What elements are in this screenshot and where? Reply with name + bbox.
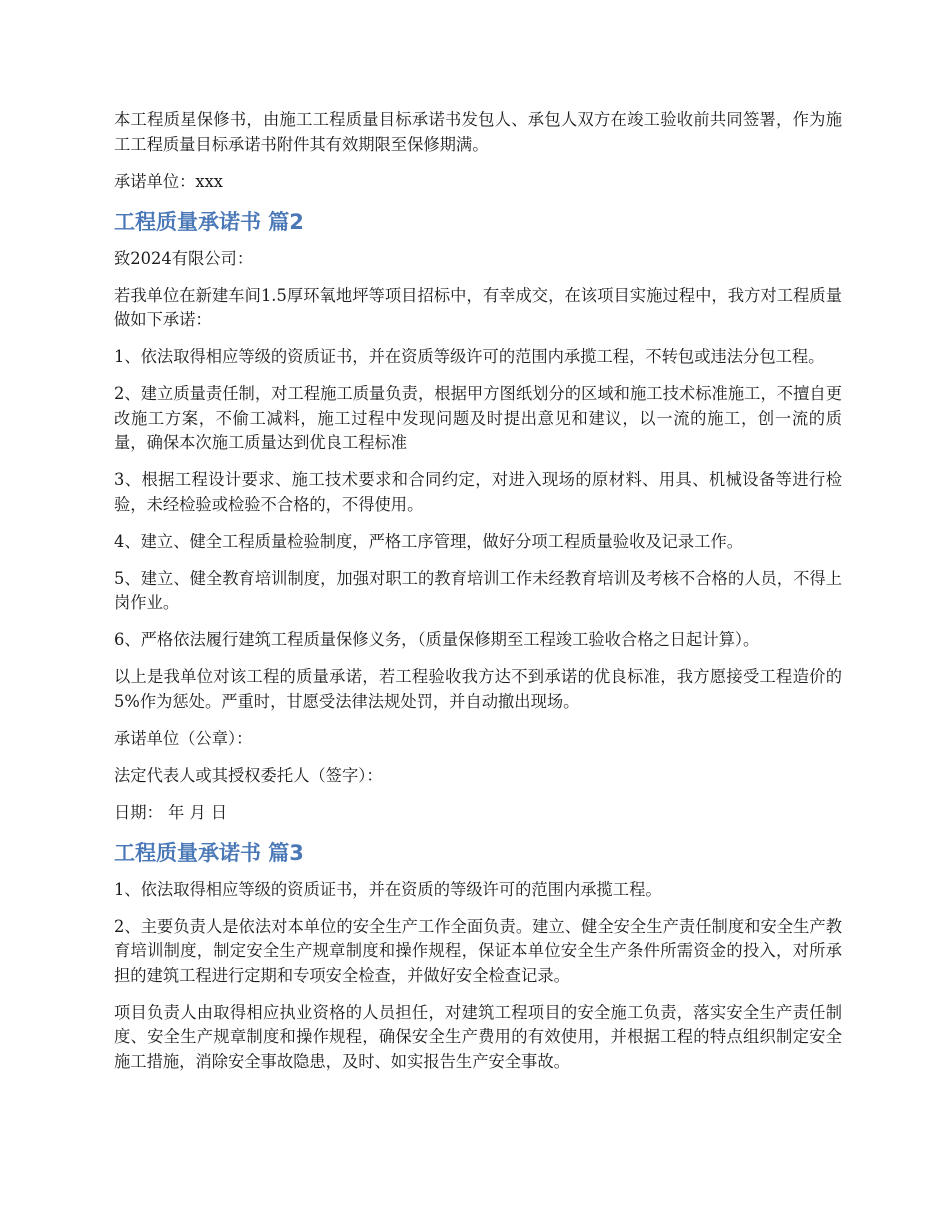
document-page (114, 108, 842, 1087)
section-2-heading: 工程质量承诺书 篇2 (114, 209, 304, 234)
section-3-heading: 工程质量承诺书 篇3 (114, 840, 304, 865)
section-3-item-1: 1、依法取得相应等级的资质证书，并在资质的等级许可的范围内承揽工程。 (114, 879, 662, 899)
section-2-seal-line: 承诺单位（公章）： (114, 728, 253, 748)
intro-pledge-unit: 承诺单位：xxx (114, 171, 223, 191)
section-2-paragraph-intro: 若我单位在新建车间1.5厚环氧地坪等项目招标中，有幸成交，在该项目实施过程中，我方对工程质量做如下承诺： (114, 285, 842, 329)
section-2-addressee: 致2024有限公司： (114, 248, 254, 268)
section-2-item-4: 4、建立、健全工程质量检验制度，严格工序管理，做好分项工程质量验收及记录工作。 (114, 531, 744, 551)
section-2-item-5: 5、建立、健全教育培训制度，加强对职工的教育培训工作未经教育培训及考核不合格的人员，不得上岗作业。 (114, 568, 842, 612)
section-2-conclusion: 以上是我单位对该工程的质量承诺，若工程验收我方达不到承诺的优良标准，我方愿接受工程造价的5%作为惩处。严重时，甘愿受法律法规处罚，并自动撤出现场。 (114, 667, 842, 711)
section-2-item-2: 2、建立质量责任制，对工程施工质量负责，根据甲方图纸划分的区域和施工技术标准施工，不擅自更改施工方案，不偷工减料，施工过程中发现问题及时提出意见和建议，以一流的施工，创一流的质量，确保本次施工质量达到优良工程标准 (114, 384, 842, 452)
section-3-item-2: 2、主要负责人是依法对本单位的安全生产工作全面负责。建立、健全安全生产责任制度和安全生产教育培训制度，制定安全生产规章制度和操作规程，保证本单位安全生产条件所需资金的投入，对所承担的建筑工程进行定期和专项安全检查，并做好安全检查记录。 (114, 916, 842, 985)
section-2-item-3: 3、根据工程设计要求、施工技术要求和合同约定，对进入现场的原材料、用具、机械设备等进行检验，未经检验或检验不合格的，不得使用。 (114, 470, 842, 514)
intro-paragraph-1: 本工程质星保修书，由施工工程质量目标承诺书发包人、承包人双方在竣工验收前共同签署，作为施工工程质量目标承诺书附件其有效期限至保修期满。 (114, 110, 842, 154)
section-3-paragraph-project-lead: 项目负责人由取得相应执业资格的人员担任，对建筑工程项目的安全施工负责，落实安全生产责任制度、安全生产规章制度和操作规程，确保安全生产费用的有效使用，并根据工程的特点组织制定安全施工措施，消除安全事故隐患，及时、如实报告生产安全事故。 (114, 1002, 842, 1071)
section-2-signature-line: 法定代表人或其授权委托人（签字）： (114, 765, 383, 785)
section-2-date-line: 日期： 年 月 日 (114, 802, 228, 822)
section-2-item-1: 1、依法取得相应等级的资质证书，并在资质等级许可的范围内承揽工程，不转包或违法分包工程。 (114, 347, 825, 366)
section-2-item-6: 6、严格依法履行建筑工程质量保修义务，（质量保修期至工程竣工验收合格之日起计算）。 (114, 630, 760, 649)
